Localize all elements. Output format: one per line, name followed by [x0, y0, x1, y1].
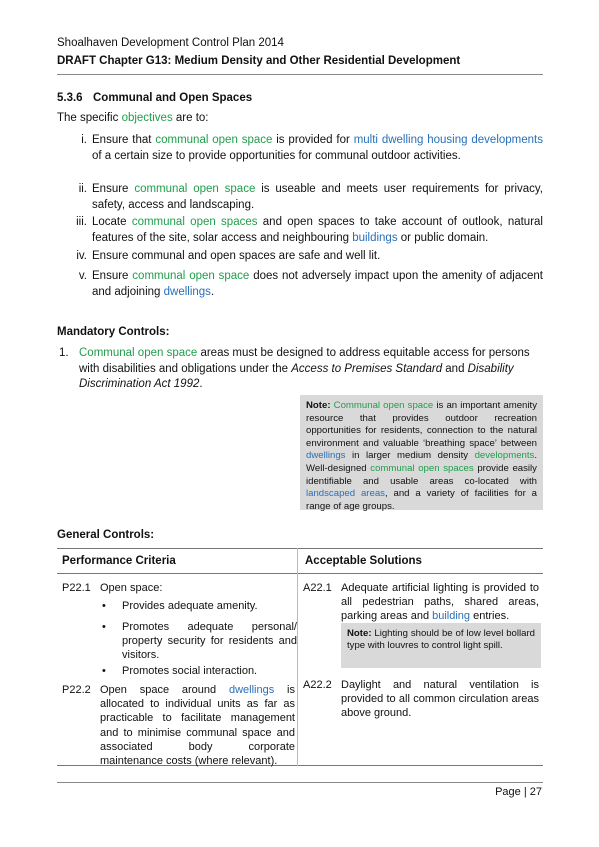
objective-item	[57, 182, 543, 213]
term-communal-open-space[interactable]: communal open space	[155, 134, 273, 146]
objective-text: Ensure	[92, 270, 133, 282]
objective-item	[57, 215, 543, 246]
note-label: Note:	[306, 400, 331, 411]
objective-text: Locate	[92, 216, 132, 228]
term-dwellings[interactable]: dwellings	[163, 285, 211, 298]
section-title: Communal and Open Spaces	[93, 92, 253, 104]
term-communal-open-space[interactable]: Communal open space	[333, 400, 434, 411]
note-box	[300, 395, 543, 510]
bullet-item	[102, 620, 297, 663]
criteria-p22-2	[62, 683, 295, 768]
objective-text: or public domain.	[397, 231, 489, 244]
objective-marker: ii.	[78, 183, 87, 195]
term-building[interactable]: building	[432, 610, 471, 623]
term-dwellings[interactable]: dwellings	[306, 450, 346, 462]
note-text: Lighting should be of low level bollard type with louvres to control light spill.	[347, 628, 535, 652]
criteria-text: Open space around	[100, 684, 229, 696]
term-buildings[interactable]: buildings	[352, 231, 398, 244]
objective-text: Ensure communal and open spaces are safe and well lit.	[92, 250, 381, 262]
objective-item	[57, 269, 543, 300]
bullet-text: Promotes adequate personal/ property security for residents and visitors.	[122, 621, 297, 662]
objective-marker: iii.	[76, 216, 87, 228]
note-text: provide easily identifiable and usable areas co-located with	[306, 462, 537, 487]
footer-divider	[57, 782, 543, 783]
mandatory-marker: 1.	[59, 347, 69, 359]
table-header-rule	[57, 573, 543, 574]
bullet-text: Provides adequate amenity.	[122, 600, 258, 612]
term-dwellings[interactable]: dwellings	[228, 684, 275, 696]
solution-text: entries.	[470, 610, 510, 623]
solution-code: A22.2	[303, 679, 332, 691]
bullet-dot: •	[102, 600, 106, 612]
term-communal-open-space[interactable]: communal open space	[132, 270, 250, 282]
criteria-code: P22.2	[62, 684, 91, 696]
note-text: . Well-designed	[306, 450, 537, 474]
column-header-performance-criteria: Performance Criteria	[62, 555, 176, 567]
solution-text: Adequate artificial lighting is provided to all pedestrian paths, shared areas, parking areas and	[341, 582, 539, 623]
criteria-text: Open space:	[100, 582, 163, 594]
section-number: 5.3.6	[57, 92, 83, 104]
objective-text: is provided for	[272, 134, 354, 146]
term-communal-open-space[interactable]: communal open space	[134, 183, 256, 195]
objective-text: Ensure	[92, 183, 135, 195]
objective-text: is useable and meets user requirements for privacy, safety, access and landscaping.	[92, 183, 544, 211]
term-multi-dwelling-housing[interactable]: multi dwelling housing developments	[353, 134, 543, 146]
section-heading	[57, 92, 252, 104]
objective-marker: v.	[78, 270, 87, 282]
mandatory-control-item	[57, 346, 543, 393]
objectives-link[interactable]: objectives	[121, 112, 173, 124]
objective-text: .	[210, 285, 215, 298]
header-plan-title: Shoalhaven Development Control Plan 2014	[57, 37, 284, 49]
mandatory-controls-heading: Mandatory Controls:	[57, 326, 170, 338]
bullet-item	[102, 599, 297, 613]
criteria-p22-1	[62, 581, 295, 595]
bullet-dot: •	[102, 621, 106, 633]
general-controls-heading: General Controls:	[57, 529, 155, 541]
term-developments[interactable]: developments	[474, 450, 535, 462]
criteria-text: is allocated to individual units as far as practicable to facilitate management and to minimise communal space and associated body corporate maintenance costs (where relevant).	[100, 684, 295, 768]
column-header-acceptable-solutions: Acceptable Solutions	[305, 555, 422, 567]
note-text: , and a variety of facilities for a range of age groups.	[306, 488, 537, 512]
objective-text: Ensure that	[92, 134, 156, 146]
header-divider	[57, 74, 543, 75]
mandatory-text: and	[442, 362, 468, 375]
objective-text: does not adversely impact upon the amenity of adjacent and adjoining	[92, 270, 543, 298]
solution-code: A22.1	[303, 582, 332, 594]
objective-item	[57, 249, 543, 265]
term-communal-open-spaces[interactable]: communal open spaces	[131, 216, 258, 228]
bullet-dot: •	[102, 665, 106, 677]
note-text: in larger medium density	[345, 450, 475, 462]
bullet-item	[102, 664, 297, 678]
solution-a22-1	[303, 581, 539, 624]
page-number: Page | 27	[495, 786, 542, 798]
objective-marker: i.	[81, 134, 87, 146]
solution-text: Daylight and natural ventilation is provided to all common circulation areas above ground.	[341, 679, 539, 720]
table-column-divider	[297, 548, 298, 766]
table-top-rule	[57, 548, 543, 549]
criteria-code: P22.1	[62, 582, 91, 594]
mandatory-text: .	[199, 378, 203, 390]
intro-text: The specific	[57, 112, 122, 124]
objective-item	[57, 133, 543, 164]
bullet-text: Promotes social interaction.	[122, 665, 258, 677]
lighting-note-box	[341, 623, 541, 668]
objective-marker: iv.	[76, 250, 87, 262]
term-communal-open-spaces[interactable]: communal open spaces	[370, 462, 474, 474]
access-to-premises-standard: Access to Premises Standard	[291, 362, 443, 375]
header-chapter-title: DRAFT Chapter G13: Medium Density and Other Residential Development	[57, 55, 461, 67]
disability-discrimination-act: Disability Discrimination Act 1992	[79, 362, 514, 390]
solution-a22-2	[303, 678, 539, 721]
objective-text: of a certain size to provide opportunities for communal outdoor activities.	[92, 149, 461, 162]
intro-text-end: are to:	[172, 112, 209, 124]
objective-text: and open spaces to take account of outlook, natural features of the site, solar access and neighbouring	[92, 216, 543, 244]
objectives-intro	[57, 112, 209, 124]
note-label: Note:	[347, 628, 372, 639]
term-landscaped-areas[interactable]: landscaped areas	[306, 488, 385, 500]
mandatory-text: areas must be designed to address equitable access for persons with disabilities and obligations under the	[79, 347, 530, 375]
note-text: is an important amenity resource that provides outdoor recreation opportunities for residents, connection to the natural environment and valuable ‘breathing space’ between	[306, 400, 537, 449]
term-communal-open-space[interactable]: Communal open space	[79, 347, 198, 359]
